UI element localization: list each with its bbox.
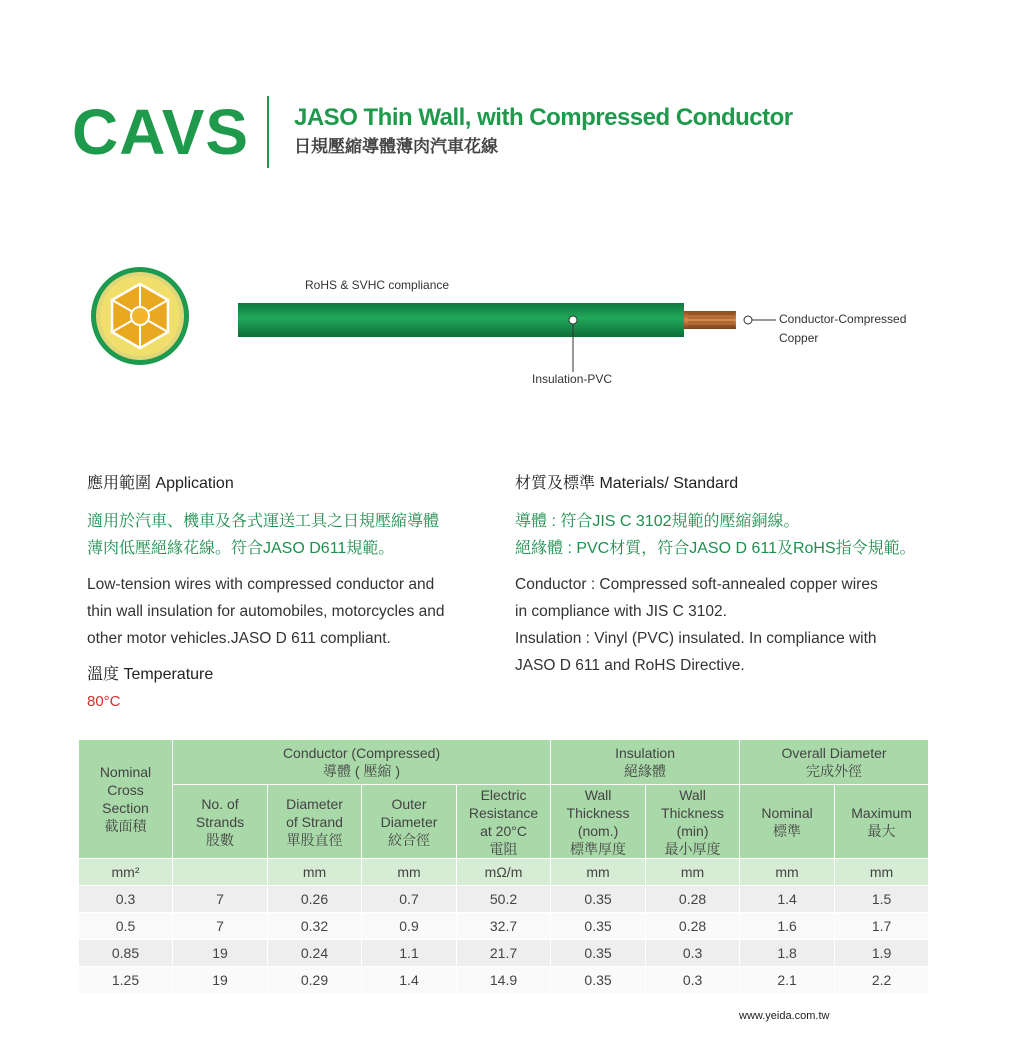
table-cell: 2.1 (740, 967, 835, 994)
product-code: CAVS (72, 96, 250, 168)
header-cell-line: 絞合徑 (388, 831, 430, 848)
unit-cell: mm (646, 859, 740, 886)
table-cell: 0.24 (268, 940, 362, 967)
header-outer-diameter (362, 785, 457, 859)
group-overall-zh: 完成外徑 (806, 763, 863, 779)
header-cell-line: 最大 (867, 822, 896, 839)
unit-cell: mm (835, 859, 929, 886)
table-cell: 0.35 (551, 913, 646, 940)
table-row (79, 913, 929, 940)
conductor-label (779, 310, 906, 348)
materials-en-line: in compliance with JIS C 3102. (515, 603, 727, 620)
header-group-conductor (173, 740, 551, 785)
table-cell: 0.35 (551, 886, 646, 913)
header-electric-resistance (457, 785, 551, 859)
table-cell: 1.9 (835, 940, 929, 967)
table-cell: 1.5 (835, 886, 929, 913)
header-cell-line: Diameter (286, 795, 343, 812)
table-cell: 0.7 (362, 886, 457, 913)
application-heading: 應用範圍 Application (87, 475, 234, 492)
header-diameter-of-strand (268, 785, 362, 859)
table-cell: 0.5 (79, 913, 173, 940)
spec-table-body (79, 859, 929, 994)
application-text-en (87, 571, 487, 652)
header-overall-maximum (835, 785, 929, 859)
header-wall-thickness-nom (551, 785, 646, 859)
table-cell: 1.6 (740, 913, 835, 940)
rohs-label: RoHS & SVHC compliance (305, 278, 450, 292)
header-cell-line: 最小厚度 (664, 840, 721, 857)
insulation-label: Insulation-PVC (532, 372, 613, 386)
units-row (79, 859, 929, 886)
header-cell-line: No. of (201, 795, 239, 812)
header-cell-line: Diameter (380, 813, 438, 830)
table-cell: 0.35 (551, 967, 646, 994)
header-cell-line: Wall (679, 786, 706, 803)
unit-cell (173, 859, 268, 886)
table-cell: 1.7 (835, 913, 929, 940)
header-cell-line: Maximum (851, 804, 912, 821)
table-cell: 50.2 (457, 886, 551, 913)
header-cell-line: (min) (676, 822, 709, 839)
header-nominal-cross-section (79, 740, 173, 859)
header-cell-line: 標準 (773, 822, 802, 839)
header-cell-line: Nominal (761, 804, 813, 821)
group-insulation-en: Insulation (615, 745, 676, 761)
materials-zh-line: 導體 : 符合JIS C 3102規範的壓縮銅線。 (515, 513, 800, 530)
temperature-value: 80°C (87, 693, 121, 710)
insulation-leader-line (572, 340, 574, 372)
table-cell: 2.2 (835, 967, 929, 994)
product-subtitle: 日規壓縮導體薄肉汽車花線 (294, 137, 498, 156)
temperature-heading: 溫度 Temperature (87, 666, 214, 683)
table-row (79, 886, 929, 913)
header-cell-line: 電阻 (489, 840, 518, 857)
table-cell: 0.28 (646, 886, 740, 913)
table-cell: 32.7 (457, 913, 551, 940)
table-cell: 1.25 (79, 967, 173, 994)
table-cell: 0.29 (268, 967, 362, 994)
cable-side-image (236, 298, 756, 340)
table-cell: 0.28 (646, 913, 740, 940)
header-cell-line: 截面積 (104, 818, 147, 834)
conductor-leader-line (756, 318, 776, 322)
unit-cell: mm (362, 859, 457, 886)
table-cell: 0.85 (79, 940, 173, 967)
materials-en-line: JASO D 611 and RoHS Directive. (515, 657, 745, 674)
table-cell: 0.26 (268, 886, 362, 913)
header-cell-line: Nominal (99, 764, 152, 780)
table-cell: 0.3 (646, 940, 740, 967)
header-divider (267, 96, 269, 168)
application-en-line: other motor vehicles.JASO D 611 compliant. (87, 630, 391, 647)
application-text-zh (87, 508, 487, 562)
header-cell-line: Section (102, 800, 149, 816)
table-cell: 0.32 (268, 913, 362, 940)
table-cell: 19 (173, 940, 268, 967)
header-cell-line: Strands (195, 813, 245, 830)
table-cell: 1.4 (740, 886, 835, 913)
cable-cross-section-image (90, 266, 190, 366)
header-group-insulation (551, 740, 740, 785)
header-cell-line: Thickness (661, 804, 725, 821)
materials-text-en (515, 571, 935, 679)
application-en-line: Low-tension wires with compressed conductor and (87, 576, 435, 593)
header-cell-line: of Strand (286, 813, 343, 830)
application-zh-line: 適用於汽車、機車及各式運送工具之日規壓縮導體 (87, 513, 440, 530)
table-cell: 1.4 (362, 967, 457, 994)
materials-text-zh (515, 508, 935, 562)
application-en-line: thin wall insulation for automobiles, motorcycles and (87, 603, 445, 620)
group-conductor-zh: 導體 ( 壓縮 ) (323, 763, 401, 779)
header-cell-line: (nom.) (577, 822, 619, 839)
table-cell: 14.9 (457, 967, 551, 994)
header-cell-line: Cross (107, 782, 144, 798)
header-wall-thickness-min (646, 785, 740, 859)
table-row (79, 967, 929, 994)
table-cell: 21.7 (457, 940, 551, 967)
table-cell: 0.3 (79, 886, 173, 913)
materials-heading: 材質及標準 Materials/ Standard (515, 475, 739, 492)
unit-cell: mm (740, 859, 835, 886)
header-cell-line: Resistance (468, 804, 539, 821)
header-cell-line: 股數 (206, 831, 234, 848)
header-cell-line: Wall (584, 786, 612, 803)
spec-table (78, 739, 929, 994)
application-zh-line: 薄肉低壓絕緣花線。符合JASO D611規範。 (87, 540, 395, 557)
product-title: JASO Thin Wall, with Compressed Conductor (294, 104, 793, 131)
table-cell: 0.3 (646, 967, 740, 994)
header-cell-line: Electric (480, 786, 527, 803)
unit-cell: mm (268, 859, 362, 886)
header-cell-line: 單股直徑 (286, 831, 343, 848)
website-url: www.yeida.com.tw (739, 1010, 830, 1022)
table-cell: 7 (173, 913, 268, 940)
unit-cell: mm² (79, 859, 173, 886)
materials-en-line: Insulation : Vinyl (PVC) insulated. In compliance with (515, 630, 877, 647)
table-cell: 7 (173, 886, 268, 913)
materials-en-line: Conductor : Compressed soft-annealed copper wires (515, 576, 878, 593)
group-overall-en: Overall Diameter (781, 745, 887, 761)
unit-cell: mΩ/m (457, 859, 551, 886)
header-cell-line: 標準厚度 (570, 840, 627, 857)
header-no-of-strands (173, 785, 268, 859)
table-cell: 0.35 (551, 940, 646, 967)
header-cell-line: Outer (391, 795, 427, 812)
table-cell: 1.8 (740, 940, 835, 967)
group-conductor-en: Conductor (Compressed) (282, 745, 441, 761)
header-overall-nominal (740, 785, 835, 859)
table-cell: 1.1 (362, 940, 457, 967)
table-cell: 0.9 (362, 913, 457, 940)
unit-cell: mm (551, 859, 646, 886)
materials-zh-line: 絕緣體 : PVC材質，符合JASO D 611及RoHS指令規範。 (515, 540, 916, 557)
header-group-overall-diameter (740, 740, 929, 785)
group-insulation-zh: 絕緣體 (624, 763, 667, 779)
conductor-label-line-1: Conductor-Compressed (779, 312, 907, 326)
header-cell-line: at 20°C (480, 822, 527, 839)
header-cell-line: Thickness (566, 804, 630, 821)
conductor-label-line-2: Copper (779, 331, 819, 345)
table-row (79, 940, 929, 967)
table-cell: 19 (173, 967, 268, 994)
